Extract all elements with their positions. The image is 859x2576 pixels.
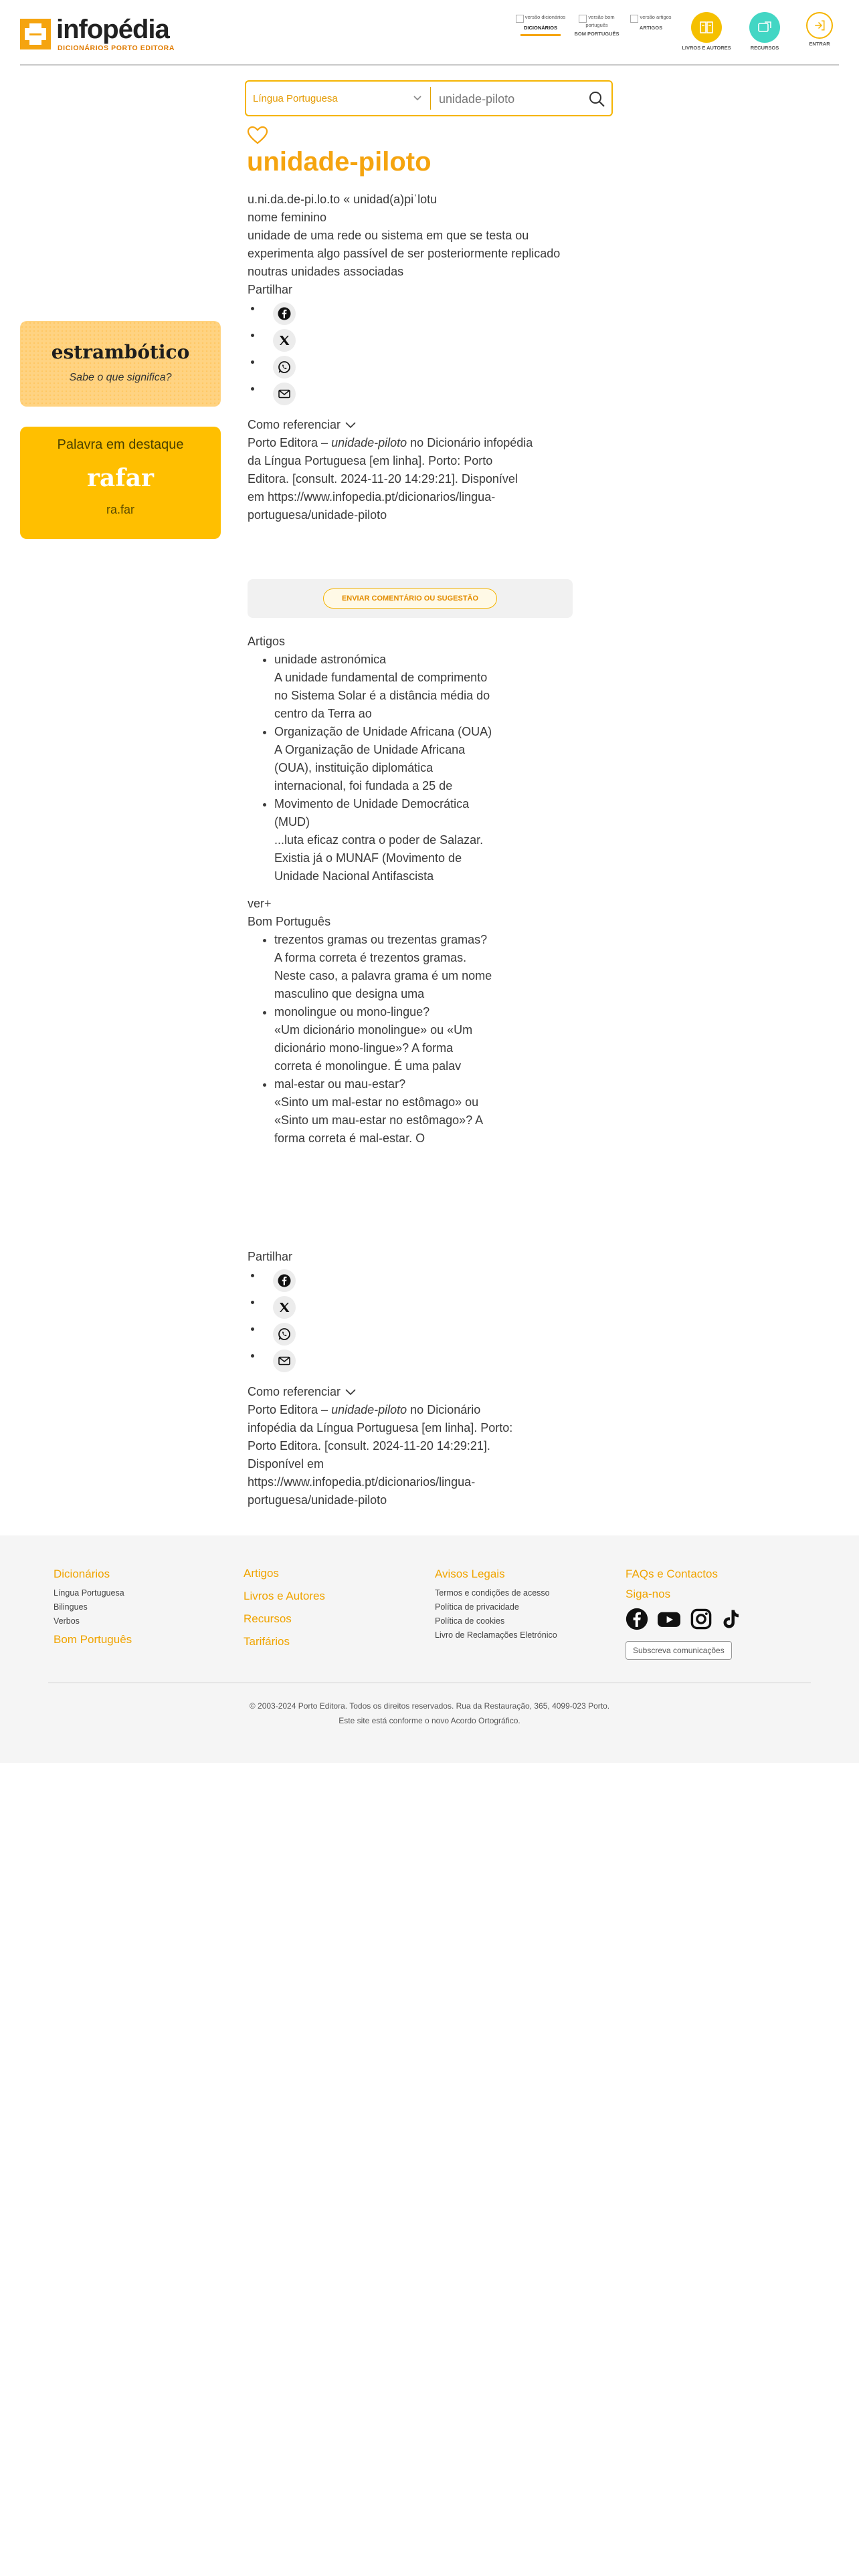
- article-title[interactable]: • Movimento de Unidade Democrática (MUD): [274, 797, 470, 829]
- featured-heading: Palavra em destaque: [57, 437, 184, 452]
- whatsapp-share-button[interactable]: [273, 356, 296, 379]
- orthography-note: Este site está conforme o novo Acordo Ortográfico.: [339, 1716, 520, 1725]
- footer-copyright: [0, 1699, 859, 1728]
- bom-portugues-title[interactable]: • monolingue ou mono-lingue?: [274, 1005, 430, 1018]
- bom-portugues-item[interactable]: [274, 1003, 492, 1075]
- chevron-down-icon: [345, 1388, 357, 1397]
- whatsapp-icon: [278, 360, 291, 374]
- footer-follow-label: Siga-nos: [626, 1588, 671, 1600]
- language-select[interactable]: Língua Portuguesa: [253, 93, 338, 104]
- site-header: [0, 0, 859, 66]
- footer-link[interactable]: Livro de Reclamações Eletrónico: [435, 1630, 557, 1640]
- bom-portugues-heading: Bom Português: [248, 915, 331, 928]
- featured-word-card[interactable]: [20, 427, 221, 539]
- footer-heading-faqs[interactable]: FAQs e Contactos: [626, 1568, 718, 1580]
- send-comment-button[interactable]: ENVIAR COMENTÁRIO OU SUGESTÃO: [323, 588, 497, 609]
- article-excerpt: A Organização de Unidade Africana (OUA), instituição diplomática internacional, foi fundada a 25 de: [274, 743, 466, 792]
- footer-link-recursos[interactable]: Recursos: [244, 1612, 292, 1625]
- footer-link-livros[interactable]: Livros e Autores: [244, 1590, 325, 1602]
- facebook-share-button[interactable]: [273, 1269, 296, 1292]
- search-icon[interactable]: [586, 89, 607, 109]
- nav-active-indicator: [520, 34, 561, 36]
- footer-link-tarifarios[interactable]: Tarifários: [244, 1635, 290, 1648]
- article-excerpt: A unidade fundamental de comprimento no Sistema Solar é a distância média do centro da Terra ao: [274, 671, 490, 720]
- x-share-button[interactable]: [273, 1296, 296, 1319]
- share-list: [248, 301, 262, 408]
- cite-label: Como referenciar: [248, 1385, 341, 1398]
- article-item[interactable]: [274, 651, 492, 723]
- footer-col-legal: [435, 1568, 557, 1642]
- whatsapp-share-button[interactable]: [273, 1323, 296, 1346]
- broken-image-icon: [516, 15, 524, 23]
- cite-toggle[interactable]: [248, 416, 569, 434]
- broken-image-icon: [630, 15, 638, 23]
- nav-bom-portugues-label: BOM PORTUGUÊS: [574, 30, 619, 37]
- facebook-icon[interactable]: [626, 1608, 648, 1630]
- nav-livros-autores-label: LIVROS E AUTORES: [682, 45, 731, 51]
- footer-col-sections: [244, 1562, 325, 1653]
- article-item[interactable]: [274, 723, 492, 795]
- chevron-down-icon: [345, 421, 357, 430]
- citation-rest: no Dicionário infopédia da Língua Portuguesa [em linha]. Porto: Porto Editora. [consult. 2024-11-20 14:29:21]. Disponível em https://www.infopedia.pt/dicionarios/lingua-portuguesa/unidade-piloto: [248, 1403, 513, 1507]
- nav-artigos-alt: versão artigos: [640, 14, 672, 20]
- featured-word: rafar: [86, 464, 155, 492]
- facebook-share-button[interactable]: [273, 302, 296, 325]
- articles-heading: Artigos: [248, 635, 286, 648]
- nav-bom-portugues[interactable]: [570, 15, 624, 37]
- entry-word: unidade-piloto: [247, 147, 432, 177]
- facebook-icon: [278, 307, 291, 320]
- citation-prefix: Porto Editora –: [248, 436, 332, 449]
- nav-dicionarios[interactable]: [515, 15, 566, 36]
- article-title[interactable]: • Organização de Unidade Africana (OUA): [274, 725, 492, 738]
- comment-panel: [248, 579, 573, 618]
- cite-label: Como referenciar: [248, 418, 341, 431]
- logo-subtitle: DICIONÁRIOS PORTO EDITORA: [58, 44, 175, 52]
- share-label-bottom: Partilhar: [248, 1250, 293, 1263]
- citation-word: unidade-piloto: [331, 1403, 407, 1416]
- citation-prefix: Porto Editora –: [248, 1403, 332, 1416]
- footer-col-contacts: [626, 1568, 741, 1660]
- share-list-bottom: [248, 1268, 262, 1375]
- footer-link[interactable]: Política de cookies: [435, 1616, 505, 1626]
- header-divider: [20, 64, 839, 66]
- bom-portugues-item[interactable]: [274, 931, 492, 1003]
- mail-icon: [278, 387, 291, 401]
- logo-plus-icon: [20, 19, 51, 49]
- youtube-icon[interactable]: [656, 1608, 682, 1630]
- footer-link-artigos[interactable]: Artigos: [244, 1567, 279, 1580]
- bom-portugues-item[interactable]: [274, 1075, 492, 1148]
- nav-recursos-label: RECURSOS: [750, 45, 779, 51]
- tiktok-icon[interactable]: [721, 1608, 741, 1630]
- nav-entrar[interactable]: [795, 12, 844, 47]
- email-share-button[interactable]: [273, 383, 296, 405]
- article-item[interactable]: [274, 795, 492, 885]
- nav-entrar-label: ENTRAR: [809, 41, 830, 47]
- nav-dicionarios-alt: versão dicionários: [524, 14, 566, 20]
- featured-syllables: ra.far: [106, 503, 134, 516]
- books-icon: [691, 12, 722, 43]
- bom-portugues-title[interactable]: • trezentos gramas ou trezentas gramas?: [274, 933, 488, 946]
- articles-list: [248, 651, 492, 885]
- footer-link-bom-portugues[interactable]: Bom Português: [54, 1633, 132, 1646]
- footer-heading-legal[interactable]: Avisos Legais: [435, 1568, 505, 1580]
- resources-icon: [749, 12, 780, 43]
- citation-rest: no Dicionário infopédia da Língua Portuguesa [em linha]. Porto: Porto Editora. [consult. 2024-11-20 14:29:21]. Disponível em https://www.infopedia.pt/dicionarios/lingua-portuguesa/unidade-piloto: [248, 436, 533, 522]
- footer-link[interactable]: Bilingues: [54, 1602, 88, 1612]
- bom-portugues-title[interactable]: • mal-estar ou mau-estar?: [274, 1077, 406, 1091]
- email-share-button[interactable]: [273, 1350, 296, 1372]
- x-icon: [278, 1301, 291, 1314]
- copyright-text: © 2003-2024 Porto Editora. Todos os direitos reservados. Rua da Restauração, 365, 4099-023 Porto.: [249, 1701, 610, 1711]
- nav-dicionarios-label: DICIONÁRIOS: [523, 25, 557, 31]
- bom-portugues-excerpt: «Um dicionário monolingue» ou «Um dicionário mono-lingue»? A forma correta é monolingue. É uma palav: [274, 1023, 473, 1073]
- word-quiz-card[interactable]: [20, 321, 221, 407]
- nav-artigos-label: ARTIGOS: [639, 25, 663, 31]
- x-share-button[interactable]: [273, 329, 296, 352]
- bom-portugues-excerpt: «Sinto um mal-estar no estômago» ou «Sinto um mau-estar no estômago»? A forma correta é mal-estar. O: [274, 1095, 483, 1145]
- social-links: [626, 1608, 741, 1630]
- cite-toggle-bottom[interactable]: [248, 1383, 569, 1401]
- grammatical-category: nome feminino: [248, 211, 327, 224]
- login-icon: [806, 12, 833, 39]
- nav-livros-autores[interactable]: [678, 12, 735, 51]
- search-input[interactable]: [438, 90, 574, 108]
- footer-link[interactable]: Política de privacidade: [435, 1602, 519, 1612]
- chevron-down-icon[interactable]: [412, 92, 423, 103]
- quiz-question: Sabe o que significa?: [69, 372, 172, 383]
- search-separator: [430, 87, 431, 110]
- facebook-icon: [278, 1274, 291, 1287]
- nav-artigos[interactable]: [628, 15, 674, 31]
- logo-text: infopédia: [56, 15, 169, 44]
- footer-heading-dicionarios[interactable]: Dicionários: [54, 1568, 110, 1580]
- footer-link[interactable]: Termos e condições de acesso: [435, 1588, 550, 1598]
- quiz-word: estrambótico: [51, 341, 190, 363]
- mail-icon: [278, 1354, 291, 1368]
- article-title[interactable]: • unidade astronómica: [274, 653, 387, 666]
- footer-link[interactable]: Verbos: [54, 1616, 80, 1626]
- articles-section: [248, 633, 502, 1148]
- bom-portugues-list: [248, 931, 492, 1148]
- citation-text-bottom: [248, 1401, 515, 1509]
- site-footer: [0, 1535, 859, 1763]
- article-excerpt: ...luta eficaz contra o poder de Salazar. Existia já o MUNAF (Movimento de Unidade Nacional Antifascista: [274, 833, 484, 883]
- pronunciation: u.ni.da.de-pi.lo.to « unidad(a)piˈlotu: [248, 193, 438, 206]
- nav-bom-portugues-alt: versão bom português: [585, 14, 615, 28]
- search-bar: [245, 80, 613, 116]
- bom-portugues-excerpt: A forma correta é trezentos gramas. Neste caso, a palavra grama é um nome masculino que designa uma: [274, 951, 492, 1000]
- share-label: Partilhar: [248, 283, 293, 296]
- nav-recursos[interactable]: [740, 12, 789, 51]
- more-articles-link[interactable]: ver+: [248, 897, 272, 910]
- instagram-icon[interactable]: [690, 1608, 712, 1630]
- subscribe-button[interactable]: Subscreva comunicações: [626, 1641, 732, 1660]
- footer-link[interactable]: Língua Portuguesa: [54, 1588, 124, 1598]
- citation-word: unidade-piloto: [331, 436, 407, 449]
- x-icon: [278, 334, 291, 347]
- whatsapp-icon: [278, 1327, 291, 1341]
- footer-col-dicionarios: [54, 1568, 132, 1651]
- definition: unidade de uma rede ou sistema em que se testa ou experimenta algo passível de ser posteriormente replicado noutras unidades associadas: [248, 229, 561, 278]
- citation-text: [248, 434, 535, 524]
- heart-icon[interactable]: [247, 126, 268, 144]
